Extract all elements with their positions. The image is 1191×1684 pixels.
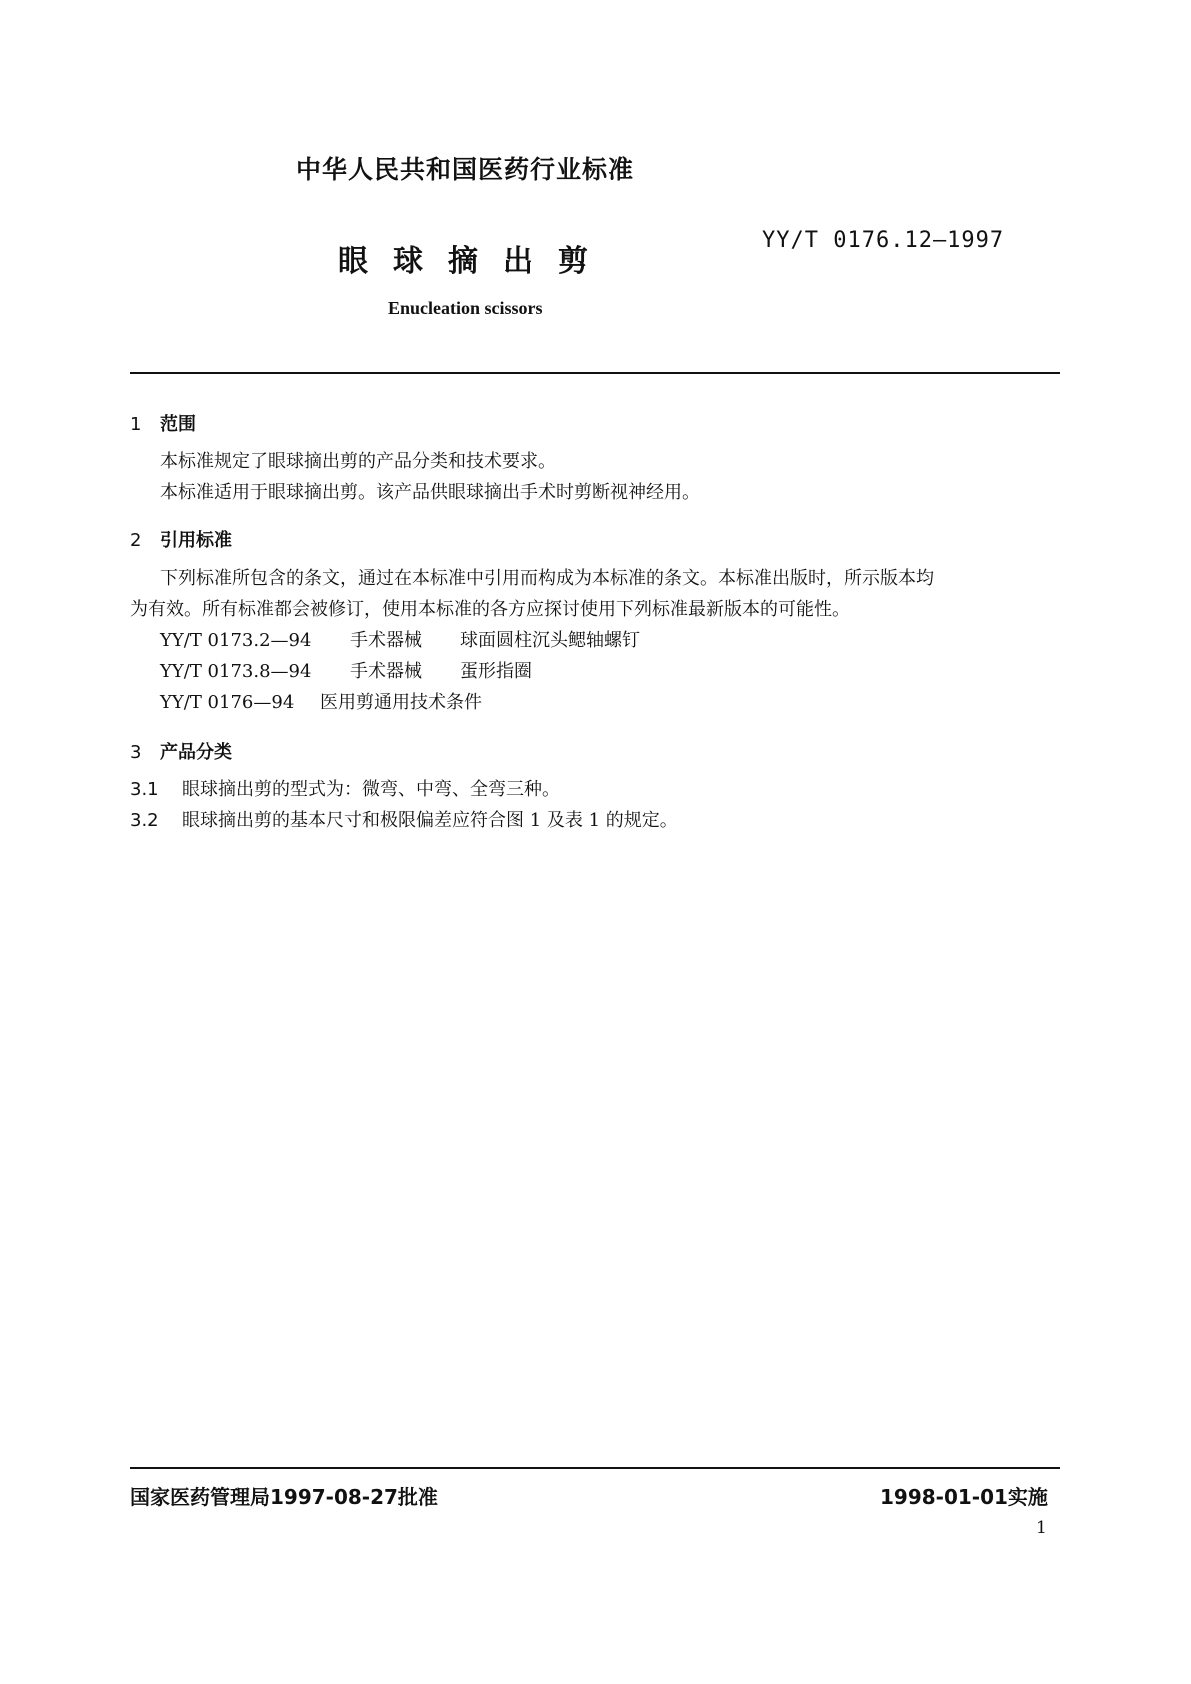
reference-category: 手术器械 (350, 630, 422, 651)
reference-code: YY/T 0173.8—94 (160, 661, 312, 682)
section-2-paragraph-line-2: 为有效。所有标准都会被修订，使用本标准的各方应探讨使用下列标准最新版本的可能性。 (130, 599, 850, 620)
clause-text: 眼球摘出剪的型式为：微弯、中弯、全弯三种。 (182, 779, 560, 800)
standard-code: YY/T 0176.12—1997 (762, 228, 1005, 253)
section-1-paragraph-2: 本标准适用于眼球摘出剪。该产品供眼球摘出手术时剪断视神经用。 (160, 482, 700, 503)
section-2-paragraph-line-1: 下列标准所包含的条文，通过在本标准中引用而构成为本标准的条文。本标准出版时，所示版本均 (160, 568, 934, 589)
clause-text: 眼球摘出剪的基本尺寸和极限偏差应符合图 1 及表 1 的规定。 (182, 810, 678, 831)
section-2-heading (130, 526, 232, 552)
section-1-heading (130, 410, 196, 436)
section-3-title: 产品分类 (160, 742, 232, 763)
effective-date: 1998-01-01实施 (880, 1485, 1048, 1509)
reference-item (160, 626, 640, 652)
section-3-heading (130, 738, 232, 764)
clause-3-1 (130, 775, 560, 801)
reference-name: 球面圆柱沉头鳃轴螺钉 (460, 630, 640, 651)
approval-date: 国家医药管理局1997-08-27批准 (130, 1485, 438, 1509)
page-number: 1 (1036, 1518, 1047, 1538)
issuing-organization: 中华人民共和国医药行业标准 (296, 155, 635, 184)
clause-3-2 (130, 806, 678, 832)
reference-code: YY/T 0173.2—94 (160, 630, 312, 651)
reference-name: 蛋形指圈 (460, 661, 532, 682)
section-1-paragraph-1: 本标准规定了眼球摘出剪的产品分类和技术要求。 (160, 451, 556, 472)
clause-number: 3.2 (130, 810, 159, 831)
reference-item (160, 688, 482, 714)
header-divider (130, 372, 1060, 374)
document-title: 眼球摘出剪 (338, 244, 613, 279)
footer-divider (130, 1467, 1060, 1469)
reference-item (160, 657, 532, 683)
section-2-number: 2 (130, 530, 142, 551)
section-3-number: 3 (130, 742, 142, 763)
section-1-title: 范围 (160, 414, 196, 435)
section-1-number: 1 (130, 414, 142, 435)
reference-code: YY/T 0176—94 (160, 692, 295, 713)
clause-number: 3.1 (130, 779, 159, 800)
reference-name: 医用剪通用技术条件 (320, 692, 482, 713)
reference-category: 手术器械 (350, 661, 422, 682)
document-subtitle-english: Enucleation scissors (388, 298, 543, 318)
section-2-title: 引用标准 (160, 530, 232, 551)
